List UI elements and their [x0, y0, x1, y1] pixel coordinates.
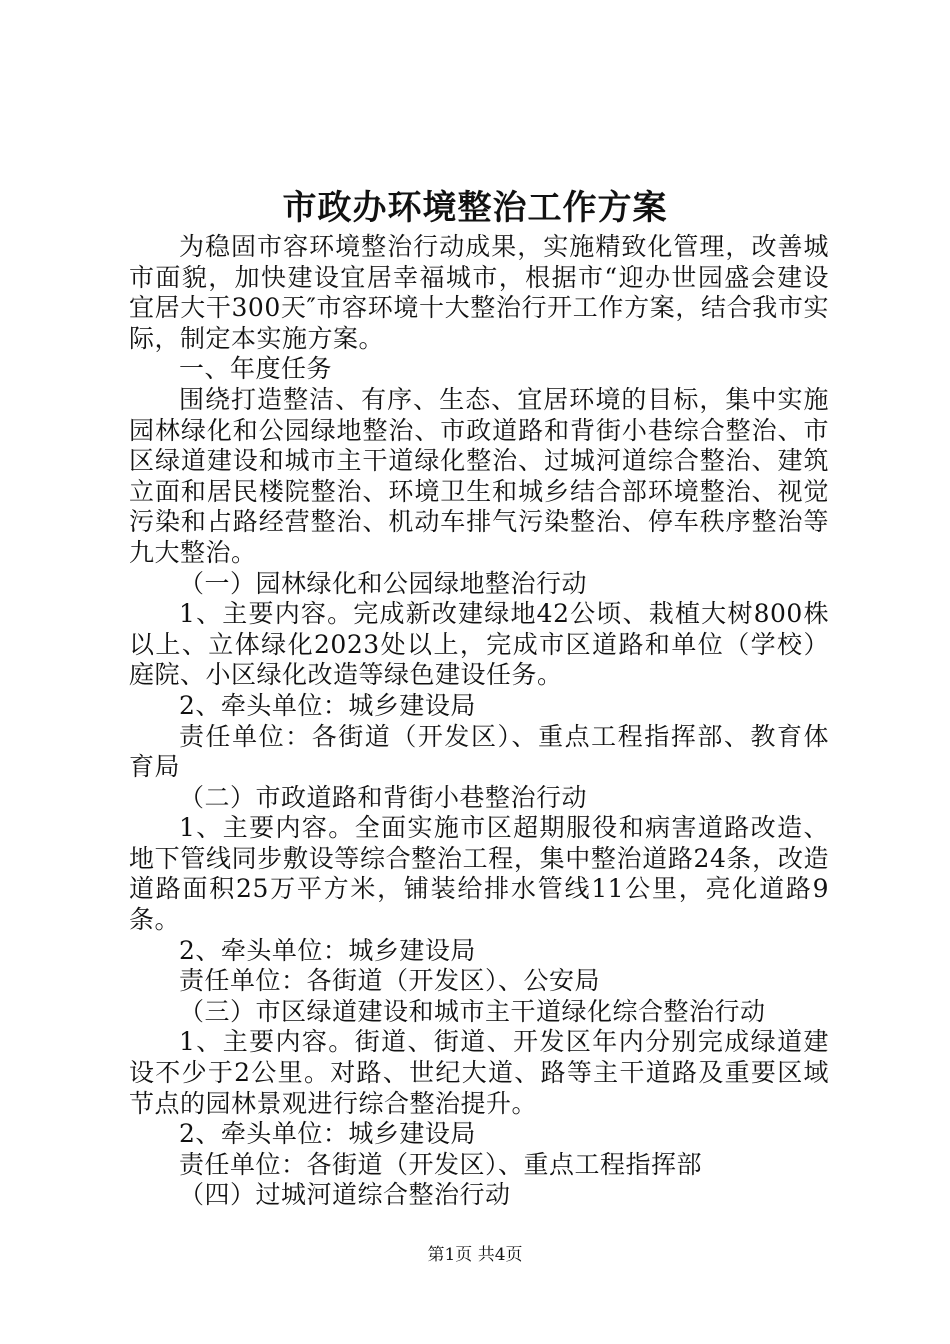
page-footer: 第1页 共4页: [427, 1245, 523, 1265]
item-heading: （三）市区绿道建设和城市主干道绿化综合整治行动: [179, 996, 766, 1026]
item-content: 1、主要内容。街道、街道、开发区年内分别完成绿道建设不少于2公里。对路、世纪大道、路等主干道路及重要区域节点的园林景观进行综合整治提升。: [129, 1027, 829, 1118]
document-body: [129, 232, 829, 1211]
section-body: 围绕打造整洁、有序、生态、宜居环境的目标，集中实施园林绿化和公园绿地整治、市政道路和背街小巷综合整治、市区绿道建设和城市主干道绿化整治、过城河道综合整治、建筑立面和居民楼院整治、环境卫生和城乡结合部环境整治、视觉污染和占路经营整治、机动车排气污染整治、停车秩序整治等九大整治。: [129, 384, 829, 567]
item-heading: （二）市政道路和背街小巷整治行动: [179, 782, 588, 812]
intro-paragraph: 为稳固市容环境整治行动成果，实施精致化管理，改善城市面貌，加快建设宜居幸福城市，根据市“迎办世园盛会建设宜居大干300天″市容环境十大整治行开工作方案，结合我市实际，制定本实施方案。: [129, 232, 829, 353]
lead-unit: 2、牵头单位：城乡建设局: [179, 690, 476, 720]
item-content: 1、主要内容。全面实施市区超期服役和病害道路改造、地下管线同步敷设等综合整治工程，集中整治道路24条，改造道路面积25万平方米，铺装给排水管线11公里，亮化道路9条。: [129, 813, 829, 935]
section-heading: 一、年度任务: [179, 354, 333, 384]
document-title: 市政办环境整治工作方案: [282, 188, 668, 228]
responsible-units: 责任单位：各街道（开发区）、重点工程指挥部、教育体育局: [129, 721, 829, 782]
item-heading: （四）过城河道综合整治行动: [179, 1180, 511, 1210]
responsible-units: 责任单位：各街道（开发区）、重点工程指挥部: [179, 1149, 703, 1179]
lead-unit: 2、牵头单位：城乡建设局: [179, 1119, 476, 1149]
lead-unit: 2、牵头单位：城乡建设局: [179, 935, 476, 965]
responsible-units: 责任单位：各街道（开发区）、公安局: [179, 966, 601, 996]
item-content: 1、主要内容。完成新改建绿地42公顷、栽植大树800株以上、立体绿化2023处以上，完成市区道路和单位（学校）庭院、小区绿化改造等绿色建设任务。: [129, 599, 829, 690]
item-heading: （一）园林绿化和公园绿地整治行动: [179, 568, 588, 598]
